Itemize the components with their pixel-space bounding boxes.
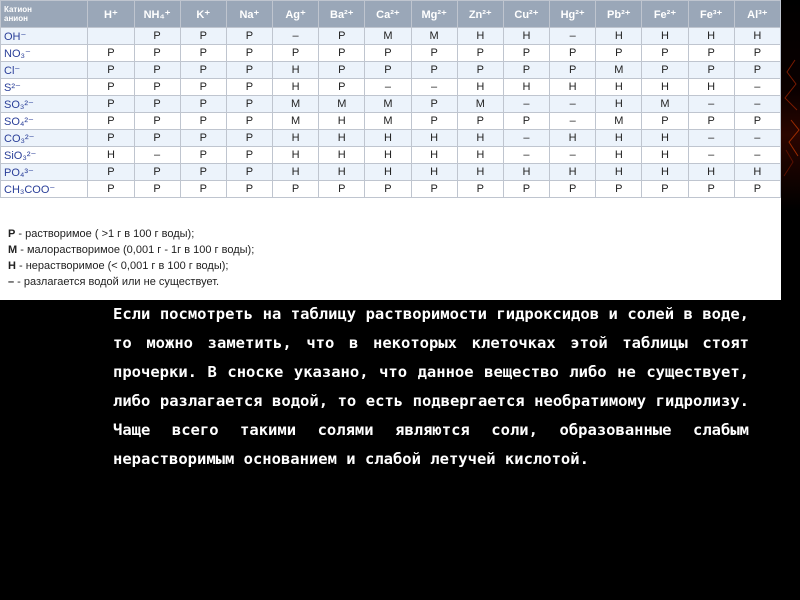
solubility-cell: Р [411, 113, 457, 130]
solubility-cell: Н [457, 147, 503, 164]
anion-label: OH⁻ [1, 28, 88, 45]
solubility-cell: Р [596, 181, 642, 198]
solubility-cell: Р [226, 62, 272, 79]
solubility-cell: Р [319, 28, 365, 45]
solubility-cell: – [550, 147, 596, 164]
solubility-cell: Н [596, 28, 642, 45]
solubility-cell: Р [180, 147, 226, 164]
cation-header: Pb²⁺ [596, 1, 642, 28]
solubility-cell: Р [503, 181, 549, 198]
legend-line [8, 274, 254, 290]
solubility-cell: Р [365, 62, 411, 79]
solubility-cell: Р [550, 181, 596, 198]
solubility-cell: Р [180, 28, 226, 45]
solubility-cell: – [550, 96, 596, 113]
solubility-cell: Р [88, 45, 134, 62]
solubility-table [0, 0, 781, 198]
legend-line [8, 242, 254, 258]
solubility-cell: – [734, 96, 780, 113]
solubility-cell: Н [688, 164, 734, 181]
solubility-cell: Р [134, 79, 180, 96]
anion-label: Cl⁻ [1, 62, 88, 79]
solubility-cell: – [550, 113, 596, 130]
solubility-cell: Р [134, 45, 180, 62]
anion-label: CO₃²⁻ [1, 130, 88, 147]
solubility-cell: Р [226, 79, 272, 96]
solubility-cell: М [273, 113, 319, 130]
solubility-cell: – [503, 147, 549, 164]
solubility-cell [88, 28, 134, 45]
solubility-cell: Н [457, 79, 503, 96]
solubility-cell: – [688, 147, 734, 164]
cation-header: Cu²⁺ [503, 1, 549, 28]
solubility-cell: Р [734, 62, 780, 79]
solubility-cell: Р [503, 113, 549, 130]
solubility-cell: Н [88, 147, 134, 164]
solubility-cell: Р [226, 96, 272, 113]
solubility-cell: Р [642, 62, 688, 79]
solubility-cell: Р [457, 62, 503, 79]
solubility-cell: М [596, 62, 642, 79]
solubility-cell: Н [273, 79, 319, 96]
solubility-cell: Н [457, 164, 503, 181]
solubility-legend [8, 226, 254, 290]
legend-line [8, 226, 254, 242]
table-row [1, 113, 781, 130]
solubility-cell: Н [642, 130, 688, 147]
solubility-cell: Н [550, 79, 596, 96]
table-row [1, 181, 781, 198]
cation-header: NH₄⁺ [134, 1, 180, 28]
legend-text: - нерастворимое (< 0,001 г в 100 г воды); [15, 260, 229, 272]
solubility-cell: Р [457, 45, 503, 62]
solubility-cell: Р [180, 164, 226, 181]
solubility-cell: Н [734, 164, 780, 181]
solubility-cell: Р [365, 181, 411, 198]
table-header-row [1, 1, 781, 28]
solubility-cell: Р [319, 181, 365, 198]
cation-header: Ca²⁺ [365, 1, 411, 28]
solubility-cell: Н [319, 130, 365, 147]
solubility-cell: Н [411, 147, 457, 164]
cation-header: Mg²⁺ [411, 1, 457, 28]
solubility-cell: Р [88, 113, 134, 130]
solubility-cell: Р [273, 181, 319, 198]
solubility-cell: Н [411, 164, 457, 181]
solubility-cell: Р [457, 181, 503, 198]
solubility-cell: – [734, 147, 780, 164]
solubility-cell: М [596, 113, 642, 130]
table-row [1, 62, 781, 79]
solubility-cell: Р [134, 130, 180, 147]
solubility-cell: Р [226, 147, 272, 164]
table-row [1, 164, 781, 181]
solubility-cell: Н [550, 164, 596, 181]
cation-header: Al³⁺ [734, 1, 780, 28]
solubility-cell: Р [411, 62, 457, 79]
solubility-cell: Н [642, 28, 688, 45]
solubility-cell: Р [503, 62, 549, 79]
legend-key: Н [8, 260, 16, 272]
solubility-cell: Р [226, 130, 272, 147]
table-row [1, 130, 781, 147]
solubility-cell: Н [319, 164, 365, 181]
legend-text: - растворимое ( >1 г в 100 г воды); [15, 228, 195, 240]
solubility-cell: Р [226, 181, 272, 198]
solubility-cell: М [457, 96, 503, 113]
solubility-cell: Р [226, 164, 272, 181]
solubility-cell: Р [134, 164, 180, 181]
solubility-cell: Н [596, 79, 642, 96]
solubility-cell: Р [319, 79, 365, 96]
solubility-cell: Р [688, 45, 734, 62]
solubility-cell: М [319, 96, 365, 113]
solubility-cell: Н [273, 164, 319, 181]
solubility-cell: М [365, 28, 411, 45]
solubility-cell: – [365, 79, 411, 96]
solubility-cell: Р [273, 45, 319, 62]
table-row [1, 45, 781, 62]
solubility-cell: Р [134, 96, 180, 113]
solubility-cell: – [550, 28, 596, 45]
solubility-cell: Н [457, 130, 503, 147]
solubility-cell: Р [734, 113, 780, 130]
legend-text: - разлагается водой или не существует. [14, 276, 220, 288]
solubility-cell: Н [365, 164, 411, 181]
solubility-cell: Р [550, 45, 596, 62]
solubility-cell: Н [550, 130, 596, 147]
solubility-cell: М [642, 96, 688, 113]
solubility-cell: Р [226, 45, 272, 62]
solubility-table-image [0, 0, 781, 300]
solubility-cell: Р [642, 45, 688, 62]
cation-header: Na⁺ [226, 1, 272, 28]
solubility-cell: Р [596, 45, 642, 62]
solubility-cell: Р [180, 62, 226, 79]
cation-header: Hg²⁺ [550, 1, 596, 28]
solubility-cell: Р [88, 130, 134, 147]
table-row [1, 79, 781, 96]
anion-label: CH₃COO⁻ [1, 181, 88, 198]
cation-header: H⁺ [88, 1, 134, 28]
solubility-cell: Р [180, 45, 226, 62]
cation-header: Fe³⁺ [688, 1, 734, 28]
solubility-cell: Р [319, 62, 365, 79]
solubility-cell: Н [457, 28, 503, 45]
legend-text: - малорастворимое (0,001 г - 1г в 100 г воды); [17, 244, 255, 256]
solubility-cell: Р [411, 96, 457, 113]
solubility-cell: Р [226, 113, 272, 130]
anion-label: SiO₃²⁻ [1, 147, 88, 164]
cation-header: K⁺ [180, 1, 226, 28]
solubility-cell: Н [503, 28, 549, 45]
explanation-paragraph: Если посмотреть на таблицу растворимости гидроксидов и солей в воде, то можно заметить, что в некоторых клеточках этой таблицы стоят прочерки. В сноске указано, что данное вещество либо не существует, либо разлагается водой, то есть подвергается необратимому гидролизу. Чаще всего такими солями являются соли, образованные слабым нерастворимым основанием и слабой летучей кислотой. [113, 305, 749, 468]
legend-key: Р [8, 228, 16, 240]
anion-label: NO₃⁻ [1, 45, 88, 62]
solubility-cell: Н [596, 147, 642, 164]
solubility-cell: М [273, 96, 319, 113]
cation-header: Fe²⁺ [642, 1, 688, 28]
solubility-cell: – [734, 130, 780, 147]
solubility-cell: – [688, 130, 734, 147]
solubility-cell: Н [503, 164, 549, 181]
cation-header: Ag⁺ [273, 1, 319, 28]
decorative-texture-strip [781, 0, 800, 300]
solubility-cell: Р [550, 62, 596, 79]
solubility-cell: Н [273, 62, 319, 79]
corner-label: Катион анион [1, 1, 88, 28]
solubility-cell: Н [688, 28, 734, 45]
solubility-cell: М [365, 96, 411, 113]
solubility-cell: Р [88, 96, 134, 113]
table-row [1, 28, 781, 45]
solubility-cell: Н [319, 147, 365, 164]
anion-label: SO₄²⁻ [1, 113, 88, 130]
solubility-cell: Н [503, 79, 549, 96]
solubility-cell: – [411, 79, 457, 96]
solubility-cell: Н [365, 147, 411, 164]
solubility-cell: Р [180, 130, 226, 147]
solubility-cell: Р [180, 181, 226, 198]
solubility-cell: Р [180, 79, 226, 96]
solubility-cell: Р [134, 28, 180, 45]
solubility-cell: Н [273, 147, 319, 164]
table-row [1, 96, 781, 113]
cation-header: Ba²⁺ [319, 1, 365, 28]
solubility-cell: Р [688, 62, 734, 79]
solubility-cell: Р [88, 62, 134, 79]
solubility-cell: Р [503, 45, 549, 62]
solubility-cell: Р [642, 113, 688, 130]
solubility-cell: М [411, 28, 457, 45]
solubility-cell: Н [273, 130, 319, 147]
solubility-cell: – [503, 130, 549, 147]
solubility-cell: Р [411, 45, 457, 62]
solubility-cell: Р [180, 113, 226, 130]
anion-label: SO₃²⁻ [1, 96, 88, 113]
solubility-cell: Н [642, 147, 688, 164]
solubility-cell: Н [596, 164, 642, 181]
solubility-cell: Р [134, 181, 180, 198]
solubility-cell: Н [642, 164, 688, 181]
solubility-cell: Р [365, 45, 411, 62]
solubility-cell: Р [88, 181, 134, 198]
solubility-cell: Н [642, 79, 688, 96]
legend-key: М [8, 244, 18, 256]
legend-key: – [8, 276, 15, 288]
solubility-cell: – [503, 96, 549, 113]
solubility-cell: Р [88, 79, 134, 96]
solubility-cell: Р [734, 181, 780, 198]
solubility-cell: М [365, 113, 411, 130]
solubility-cell: Р [319, 45, 365, 62]
solubility-cell: Н [688, 79, 734, 96]
solubility-cell: Р [134, 62, 180, 79]
anion-label: S²⁻ [1, 79, 88, 96]
solubility-cell: Р [457, 113, 503, 130]
solubility-cell: – [734, 79, 780, 96]
solubility-cell: Р [180, 96, 226, 113]
solubility-cell: Р [688, 113, 734, 130]
solubility-cell: Р [226, 28, 272, 45]
solubility-cell: Р [134, 113, 180, 130]
solubility-cell: Р [88, 164, 134, 181]
anion-label: PO₄³⁻ [1, 164, 88, 181]
legend-line [8, 258, 254, 274]
cation-header: Zn²⁺ [457, 1, 503, 28]
solubility-cell: – [273, 28, 319, 45]
solubility-cell: – [688, 96, 734, 113]
solubility-cell: Н [596, 130, 642, 147]
table-row [1, 147, 781, 164]
solubility-cell: Н [734, 28, 780, 45]
solubility-cell: – [134, 147, 180, 164]
solubility-cell: Н [411, 130, 457, 147]
solubility-cell: Н [319, 113, 365, 130]
solubility-cell: Р [642, 181, 688, 198]
solubility-cell: Р [688, 181, 734, 198]
solubility-cell: Н [596, 96, 642, 113]
solubility-cell: Р [411, 181, 457, 198]
solubility-cell: Р [734, 45, 780, 62]
solubility-cell: Н [365, 130, 411, 147]
